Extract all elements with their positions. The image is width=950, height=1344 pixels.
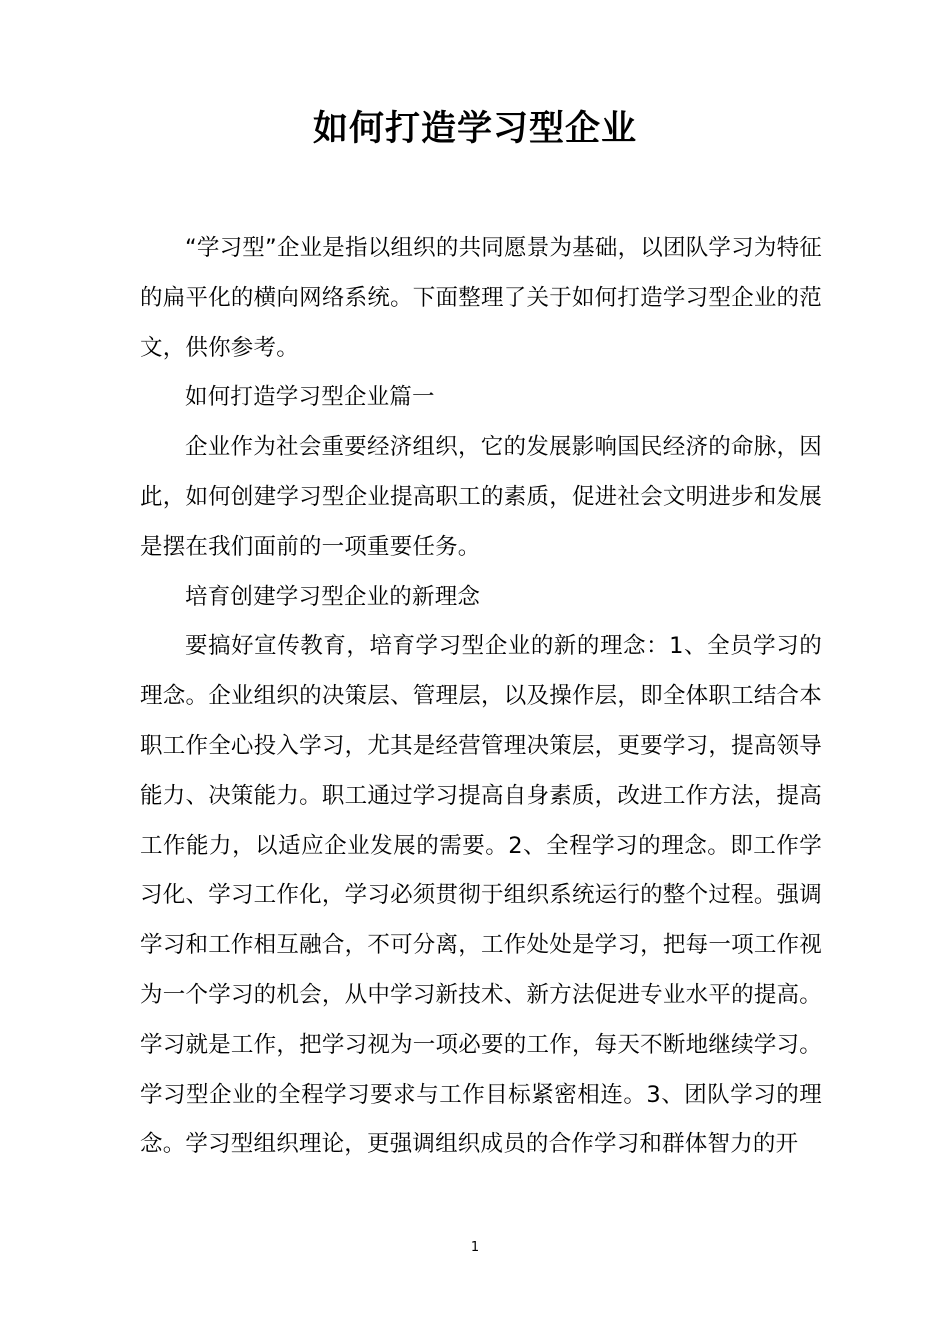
paragraph-learning-concepts: 要搞好宣传教育，培育学习型企业的新的理念：1、全员学习的理念。企业组织的决策层、管理层，以及操作层，即全体职工结合本职工作全心投入学习，尤其是经营管理决策层，更要学习，提高领导能力、决策能力。职工通过学习提高自身素质，改进工作方法，提高工作能力，以适应企业发展的需要。2、全程学习的理念。即工作学习化、学习工作化，学习必须贯彻于组织系统运行的整个过程。强调学习和工作相互融合，不可分离，工作处处是学习，把每一项工作视为一个学习的机会，从中学习新技术、新方法促进专业水平的提高。学习就是工作，把学习视为一项必要的工作，每天不断地继续学习。学习型企业的全程学习要求与工作目标紧密相连。3、团队学习的理念。学习型组织理论，更强调组织成员的合作学习和群体智力的开 [140,633,822,1158]
paragraph-enterprise-role: 企业作为社会重要经济组织，它的发展影响国民经济的命脉，因此，如何创建学习型企业提高职工的素质，促进社会文明进步和发展是摆在我们面前的一项重要任务。 [140,434,822,560]
document-title: 如何打造学习型企业 [312,109,637,149]
document-body [140,224,822,1170]
section-heading-part-one: 如何打造学习型企业篇一 [185,384,435,411]
section-heading-new-concept: 培育创建学习型企业的新理念 [185,583,481,610]
paragraph-intro: “学习型”企业是指以组织的共同愿景为基础，以团队学习为特征的扁平化的横向网络系统。下面整理了关于如何打造学习型企业的范文，供你参考。 [140,235,822,361]
page-number: 1 [470,1240,480,1255]
